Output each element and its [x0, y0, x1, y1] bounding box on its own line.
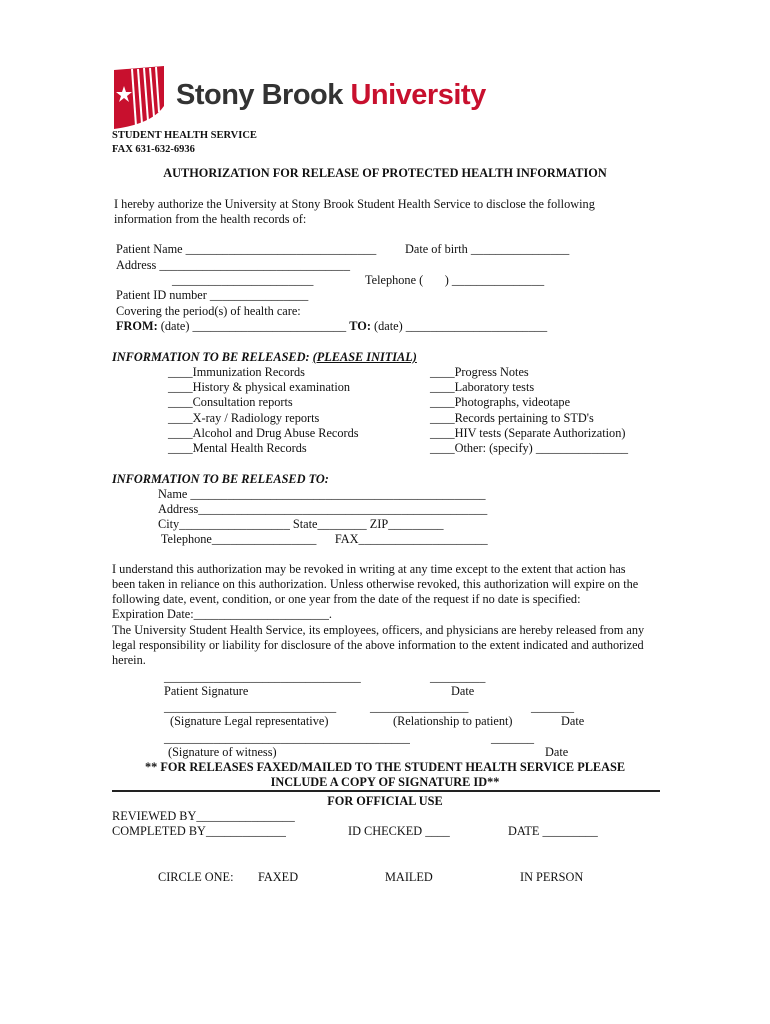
release-item-photographs[interactable]: ____Photographs, videotape — [430, 395, 571, 409]
terms-line-2: been taken in reliance on this authorization. Unless otherwise revoked, this authorization will expire on the — [112, 577, 639, 591]
telephone-field[interactable]: Telephone ( ) _______________ — [365, 273, 545, 287]
option-faxed[interactable]: FAXED — [258, 870, 299, 884]
representative-date-line[interactable]: _______ — [531, 700, 575, 714]
period-label: Covering the period(s) of health care: — [116, 304, 301, 318]
form-title: AUTHORIZATION FOR RELEASE OF PROTECTED HEALTH INFORMATION — [163, 166, 607, 180]
circle-one-label: CIRCLE ONE: — [158, 870, 234, 884]
patient-signature-line[interactable]: ________________________________ — [164, 670, 361, 684]
info-released-heading-text: INFORMATION TO BE RELEASED: — [112, 350, 313, 364]
service-fax: FAX 631-632-6936 — [112, 144, 195, 155]
representative-signature-label: (Signature Legal representative) — [170, 714, 329, 728]
released-to-heading: INFORMATION TO BE RELEASED TO: — [112, 472, 329, 486]
service-name: STUDENT HEALTH SERVICE — [112, 130, 257, 141]
release-item-laboratory[interactable]: ____Laboratory tests — [430, 380, 535, 394]
terms-line-1: I understand this authorization may be revoked in writing at any time except to the extent that action has — [112, 562, 626, 576]
notice-line-2: INCLUDE A COPY OF SIGNATURE ID** — [270, 775, 500, 789]
release-item-xray[interactable]: ____X-ray / Radiology reports — [168, 411, 320, 425]
relationship-label: (Relationship to patient) — [393, 714, 513, 728]
option-mailed[interactable]: MAILED — [385, 870, 433, 884]
university-wordmark — [176, 78, 486, 112]
relationship-line[interactable]: ________________ — [370, 700, 469, 714]
recipient-city-state-zip-field[interactable]: City__________________ State________ ZIP_________ — [158, 517, 444, 531]
release-item-std-records[interactable]: ____Records pertaining to STD's — [430, 411, 594, 425]
wordmark-part1: Stony Brook — [176, 79, 343, 111]
to-label: TO: — [349, 319, 371, 333]
representative-date-label: Date — [561, 714, 585, 728]
address-field[interactable]: Address _______________________________ — [116, 258, 350, 272]
date-of-birth-field[interactable]: Date of birth ________________ — [405, 242, 570, 256]
release-item-immunization[interactable]: ____Immunization Records — [168, 365, 305, 379]
release-item-other[interactable]: ____Other: (specify) _______________ — [430, 441, 629, 455]
release-item-alcohol-drug[interactable]: ____Alcohol and Drug Abuse Records — [168, 426, 359, 440]
please-initial-label: (PLEASE INITIAL) — [312, 350, 417, 364]
representative-signature-line[interactable]: ____________________________ — [164, 700, 337, 714]
terms-line-7: herein. — [112, 653, 146, 667]
patient-name-field[interactable]: Patient Name _______________________________ — [116, 242, 377, 256]
witness-signature-label: (Signature of witness) — [168, 745, 277, 759]
terms-line-3: following date, event, condition, or one year from the date of the request if no date is specified: — [112, 592, 581, 606]
witness-date-line[interactable]: _______ — [491, 731, 535, 745]
university-logo — [112, 66, 486, 130]
official-use-heading: FOR OFFICIAL USE — [327, 794, 443, 808]
intro-line-1: I hereby authorize the University at Stony Brook Student Health Service to disclose the following — [114, 197, 595, 211]
release-item-mental-health[interactable]: ____Mental Health Records — [168, 441, 307, 455]
wordmark-part2: University — [342, 79, 486, 111]
release-item-progress-notes[interactable]: ____Progress Notes — [430, 365, 529, 379]
section-divider — [112, 790, 660, 792]
id-checked-field[interactable]: ID CHECKED ____ — [348, 824, 450, 838]
expiration-date-field[interactable]: Expiration Date:______________________. — [112, 607, 332, 621]
star-shield-icon — [112, 66, 166, 130]
patient-date-label: Date — [451, 684, 475, 698]
completed-by-field[interactable]: COMPLETED BY_____________ — [112, 824, 286, 838]
info-released-heading — [112, 350, 417, 365]
to-date-field[interactable]: (date) _______________________ — [370, 319, 548, 333]
witness-date-label: Date — [545, 745, 569, 759]
intro-line-2: information from the health records of: — [114, 212, 307, 226]
notice-line-1: ** FOR RELEASES FAXED/MAILED TO THE STUDENT HEALTH SERVICE PLEASE — [144, 760, 626, 774]
from-label: FROM: — [116, 319, 158, 333]
release-item-hiv-tests[interactable]: ____HIV tests (Separate Authorization) — [430, 426, 626, 440]
release-item-consultation[interactable]: ____Consultation reports — [168, 395, 293, 409]
address-line-2-field[interactable]: _______________________ — [172, 273, 314, 287]
recipient-telephone-fax-field[interactable]: Telephone_________________ FAX_____________________ — [158, 532, 488, 546]
option-in-person[interactable]: IN PERSON — [520, 870, 584, 884]
patient-signature-label: Patient Signature — [164, 684, 249, 698]
patient-date-line[interactable]: _________ — [430, 670, 486, 684]
terms-line-5: The University Student Health Service, its employees, officers, and physicians are hereby released from any — [112, 623, 645, 637]
terms-line-6: legal responsibility or liability for disclosure of the above information to the extent indicated and authorized — [112, 638, 644, 652]
witness-signature-line[interactable]: ________________________________________ — [164, 731, 410, 745]
reviewed-by-field[interactable]: REVIEWED BY________________ — [112, 809, 295, 823]
recipient-name-field[interactable]: Name ________________________________________________ — [158, 487, 486, 501]
recipient-address-field[interactable]: Address_______________________________________________ — [158, 502, 488, 516]
period-range — [116, 319, 547, 334]
patient-id-field[interactable]: Patient ID number ________________ — [116, 288, 309, 302]
official-date-field[interactable]: DATE _________ — [508, 824, 598, 838]
release-item-history-physical[interactable]: ____History & physical examination — [168, 380, 351, 394]
from-date-field[interactable]: (date) _________________________ — [157, 319, 347, 333]
